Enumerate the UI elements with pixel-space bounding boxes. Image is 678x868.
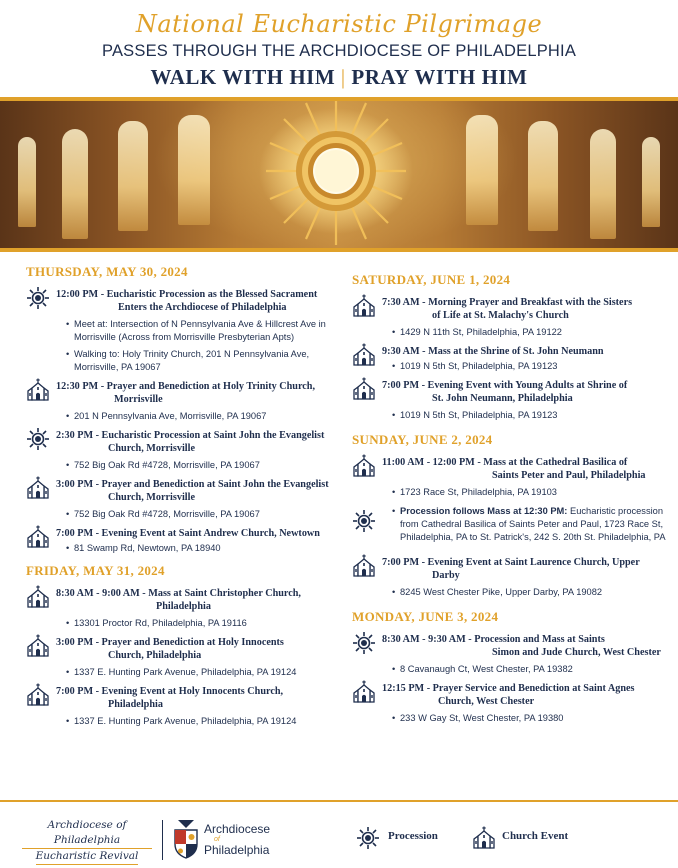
event-details — [382, 360, 678, 373]
legend-procession: Procession — [388, 830, 438, 842]
footer-divider — [162, 820, 163, 860]
hero-gold-bar — [0, 248, 678, 252]
event-name-cont: Church, Philadelphia — [108, 650, 202, 661]
arch-line-1: Archdiocese — [204, 822, 271, 836]
event-thursday-2 — [26, 380, 356, 423]
event-name: Prayer and Benediction at Saint John the Evangelist — [101, 479, 329, 490]
procession-text: Eucharistic procession from Cathedral Basilica of Saints Peter and Paul, 1723 Race St, Philadelphia, PA to St. Patrick's, 242 S. 20th St. Philadelphia, PA — [400, 506, 666, 542]
procession-icon — [356, 826, 380, 850]
event-details — [382, 326, 678, 339]
event-details — [56, 542, 356, 555]
event-friday-3 — [26, 685, 356, 728]
event-detail: • 1337 E. Hunting Park Avenue, Philadelphia, PA 19124 — [66, 715, 356, 728]
event-saturday-1 — [352, 296, 678, 339]
event-detail: • 81 Swamp Rd, Newtown, PA 18940 — [66, 542, 356, 555]
day-heading-sunday: SUNDAY, JUNE 2, 2024 — [352, 432, 493, 447]
event-name: Morning Prayer and Breakfast with the Sisters — [428, 297, 633, 308]
event-detail: • 1429 N 11th St, Philadelphia, PA 19122 — [392, 326, 678, 339]
event-details — [56, 715, 356, 728]
arch-line-2: Philadelphia — [204, 843, 270, 857]
church-icon — [352, 680, 376, 704]
schedule-right-column — [352, 262, 678, 731]
event-detail: • 8245 West Chester Pike, Upper Darby, PA 19082 — [392, 586, 678, 599]
event-thursday-4 — [26, 478, 356, 521]
event-title — [56, 478, 356, 504]
church-icon — [472, 826, 496, 850]
event-name-cont: Simon and Jude Church, West Chester — [492, 647, 661, 658]
event-detail: • 1723 Race St, Philadelphia, PA 19103 — [392, 486, 678, 499]
event-name-cont: Morrisville — [114, 394, 163, 405]
hero-arch — [528, 121, 558, 231]
event-title — [382, 379, 678, 405]
hero-arch — [18, 137, 36, 227]
event-saturday-2 — [352, 345, 678, 373]
event-monday-2 — [352, 682, 678, 725]
day-heading-monday: MONDAY, JUNE 3, 2024 — [352, 609, 499, 624]
event-title — [56, 587, 356, 613]
event-detail: • Walking to: Holy Trinity Church, 201 N Pennsylvania Ave, Morrisville, PA 19067 — [66, 348, 356, 374]
event-thursday-3 — [26, 429, 356, 472]
header — [0, 0, 678, 100]
event-details — [56, 508, 356, 521]
event-name: Evening Event at Saint Andrew Church, Newtown — [101, 528, 320, 539]
hero-arch — [62, 129, 88, 239]
event-name: Eucharistic Procession as the Blessed Sacrament — [106, 289, 318, 300]
subtitle: PASSES THROUGH THE ARCHDIOCESE OF PHILADELPHIA — [101, 42, 577, 60]
eucharistic-revival-logo — [22, 818, 152, 865]
script-title: National Eucharistic Pilgrimage — [135, 10, 543, 38]
event-title — [56, 527, 356, 540]
event-detail: • 1019 N 5th St, Philadelphia, PA 19123 — [392, 409, 678, 422]
event-thursday-5 — [26, 527, 356, 555]
church-icon — [26, 476, 50, 500]
procession-icon — [26, 286, 50, 310]
church-icon — [26, 634, 50, 658]
event-time: 7:30 AM - — [382, 297, 426, 308]
event-name: Prayer and Benediction at Holy Innocents — [101, 637, 284, 648]
event-time: 12:15 PM - — [382, 683, 431, 694]
tagline-right: PRAY WITH HIM — [351, 65, 528, 89]
event-friday-1 — [26, 587, 356, 630]
tagline — [0, 65, 678, 90]
event-detail: • 13301 Proctor Rd, Philadelphia, PA 19116 — [66, 617, 356, 630]
event-title — [382, 556, 678, 582]
event-title — [382, 633, 678, 659]
tagline-separator: | — [340, 65, 346, 89]
event-detail: • 201 N Pennsylvania Ave, Morrisville, PA 19067 — [66, 410, 356, 423]
church-icon — [26, 683, 50, 707]
footer-gold-line — [0, 800, 678, 802]
event-name-cont: Church, West Chester — [438, 696, 535, 707]
hero-arch — [466, 115, 498, 225]
event-details — [56, 617, 356, 630]
hero-arch — [642, 137, 660, 227]
event-name: Evening Event at Holy Innocents Church, — [101, 686, 284, 697]
archdiocese-wordmark — [204, 822, 270, 858]
event-name-cont: Enters the Archdiocese of Philadelphia — [118, 302, 287, 313]
archdiocese-crest-icon — [172, 818, 200, 860]
church-icon — [26, 585, 50, 609]
event-time: 7:00 PM - — [56, 528, 99, 539]
logo-line-2: Eucharistic Revival — [36, 849, 139, 865]
day-heading-friday: FRIDAY, MAY 31, 2024 — [26, 563, 165, 578]
event-friday-2 — [26, 636, 356, 679]
event-name: Eucharistic Procession at Saint John the Evangelist — [101, 430, 325, 441]
event-title — [56, 288, 356, 314]
event-time: 2:30 PM - — [56, 430, 99, 441]
event-time: 12:00 PM - — [56, 289, 105, 300]
event-title — [382, 456, 678, 482]
schedule-left-column — [26, 262, 356, 734]
event-name: Prayer and Benediction at Holy Trinity Church, — [106, 381, 316, 392]
event-detail: • 752 Big Oak Rd #4728, Morrisville, PA 19067 — [66, 508, 356, 521]
event-time: 12:30 PM - — [56, 381, 105, 392]
hero-image — [0, 101, 678, 248]
event-name-cont: of Life at St. Malachy's Church — [432, 310, 569, 321]
event-name-cont: St. John Neumann, Philadelphia — [432, 393, 573, 404]
event-name-cont: Church, Morrisville — [108, 492, 195, 503]
event-name: Mass at Saint Christopher Church, — [148, 588, 301, 599]
procession-lead: Procession follows Mass at 12:30 PM: — [400, 506, 568, 516]
event-time: 7:00 PM - — [382, 557, 425, 568]
event-name: Mass at the Cathedral Basilica of — [483, 457, 628, 468]
event-details — [382, 586, 678, 599]
event-title — [56, 429, 356, 455]
event-name-cont: Saints Peter and Paul, Philadelphia — [492, 470, 646, 481]
event-title — [56, 636, 356, 662]
event-name: Prayer Service and Benediction at Saint Agnes — [432, 683, 635, 694]
event-name: Evening Event at Saint Laurence Church, Upper — [427, 557, 640, 568]
event-saturday-3 — [352, 379, 678, 422]
event-name-cont: Church, Morrisville — [108, 443, 195, 454]
event-details — [56, 410, 356, 423]
arch-of: of — [214, 836, 220, 843]
event-details — [382, 505, 678, 544]
event-name-cont: Philadelphia — [156, 601, 211, 612]
church-icon — [352, 554, 376, 578]
event-name: Evening Event with Young Adults at Shrine of — [427, 380, 628, 391]
event-monday-1 — [352, 633, 678, 676]
event-time: 8:30 AM - 9:30 AM - — [382, 634, 472, 645]
church-icon — [352, 343, 376, 367]
event-details — [56, 318, 356, 374]
hero-arch — [178, 115, 210, 225]
event-details — [382, 409, 678, 422]
procession-icon — [352, 631, 376, 655]
legend-church-event: Church Event — [502, 830, 569, 842]
day-heading-saturday: SATURDAY, JUNE 1, 2024 — [352, 272, 511, 287]
event-name-cont: Darby — [432, 570, 460, 581]
event-title — [56, 685, 356, 711]
procession-icon — [26, 427, 50, 451]
logo-line-1: Archdiocese of Philadelphia — [22, 818, 152, 849]
event-sunday-2 — [352, 505, 678, 544]
event-detail: • 1019 N 5th St, Philadelphia, PA 19123 — [392, 360, 678, 373]
event-time: 7:00 PM - — [56, 686, 99, 697]
footer — [0, 806, 678, 868]
event-time: 9:30 AM - — [382, 346, 426, 357]
tagline-left: WALK WITH HIM — [150, 65, 336, 89]
event-title — [382, 682, 678, 708]
church-icon — [352, 377, 376, 401]
event-time: 3:00 PM - — [56, 479, 99, 490]
event-thursday-1 — [26, 288, 356, 374]
event-details — [382, 486, 678, 499]
event-time: 7:00 PM - — [382, 380, 425, 391]
event-detail: • Meet at: Intersection of N Pennsylvania Ave & Hillcrest Ave in Morrisville (Across from Morrisville Presbyterian Apts) — [66, 318, 356, 344]
hero-arch — [590, 129, 616, 239]
event-detail: • 233 W Gay St, West Chester, PA 19380 — [392, 712, 678, 725]
event-details — [382, 712, 678, 725]
event-name: Mass at the Shrine of St. John Neumann — [428, 346, 604, 357]
church-icon — [26, 378, 50, 402]
event-title — [382, 296, 678, 322]
event-details — [382, 663, 678, 676]
event-time: 11:00 AM - 12:00 PM - — [382, 457, 481, 468]
event-detail: • 752 Big Oak Rd #4728, Morrisville, PA 19067 — [66, 459, 356, 472]
day-heading-thursday: THURSDAY, MAY 30, 2024 — [26, 264, 188, 279]
event-details — [56, 459, 356, 472]
event-title — [382, 345, 678, 358]
monstrance-image — [266, 101, 406, 248]
event-detail: • 8 Cavanaugh Ct, West Chester, PA 19382 — [392, 663, 678, 676]
procession-icon — [352, 509, 376, 533]
church-icon — [26, 525, 50, 549]
event-title — [56, 380, 356, 406]
event-sunday-1 — [352, 456, 678, 499]
church-icon — [352, 454, 376, 478]
hero-arch — [118, 121, 148, 231]
event-time: 3:00 PM - — [56, 637, 99, 648]
church-icon — [352, 294, 376, 318]
event-sunday-3 — [352, 556, 678, 599]
event-details — [56, 666, 356, 679]
event-detail — [392, 505, 678, 544]
event-name-cont: Philadelphia — [108, 699, 163, 710]
event-name: Procession and Mass at Saints — [474, 634, 605, 645]
event-time: 8:30 AM - 9:00 AM - — [56, 588, 146, 599]
event-detail: • 1337 E. Hunting Park Avenue, Philadelphia, PA 19124 — [66, 666, 356, 679]
